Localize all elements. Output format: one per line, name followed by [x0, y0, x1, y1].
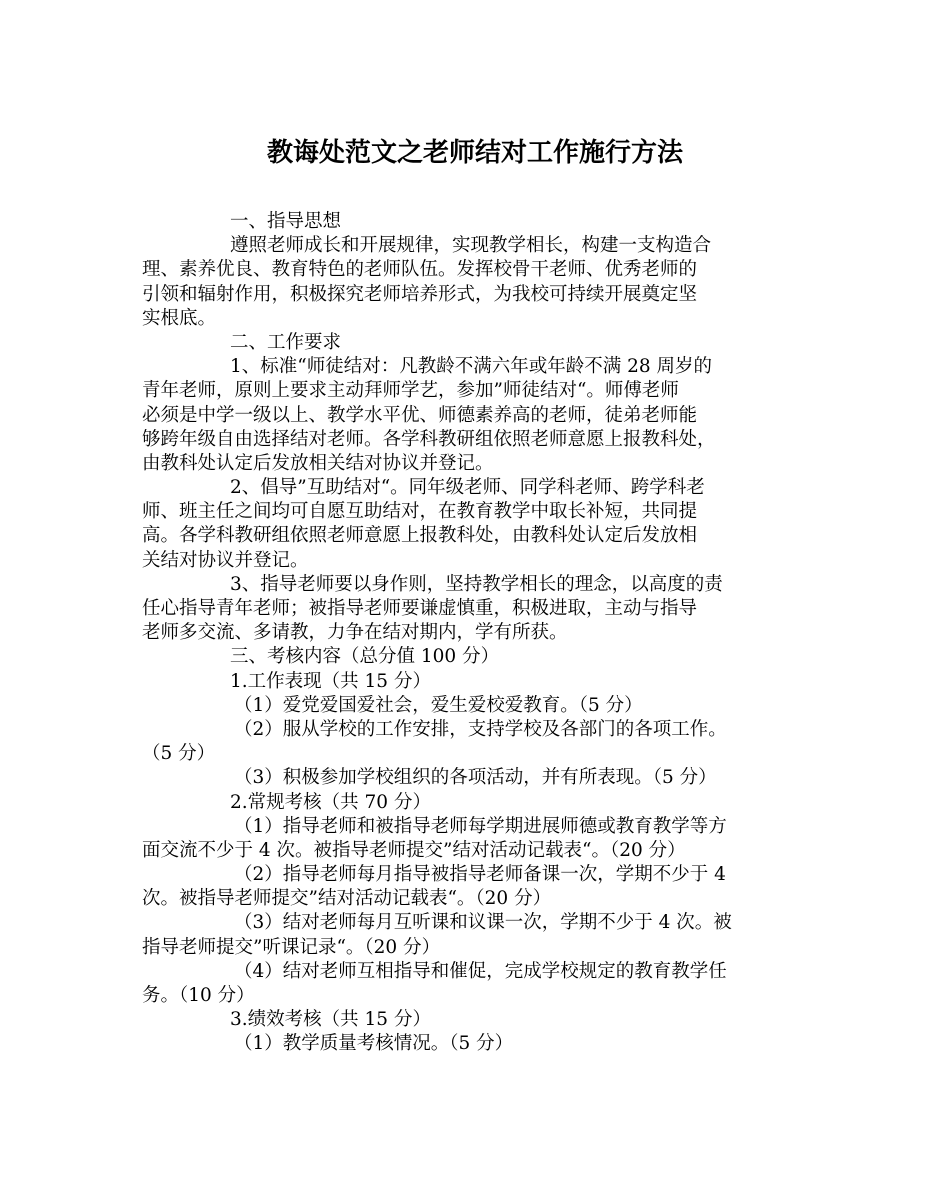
- list-item: （1）爱党爱国爱社会，爱生爱校爱教育。（5 分）: [234, 694, 643, 716]
- list-item-continuation: 面交流不少于 4 次。被指导老师提交”结对活动记载表“。（20 分）: [142, 839, 686, 861]
- paragraph-line: 2、倡导”互助结对“。同年级老师、同学科老师、跨学科老: [230, 477, 705, 499]
- section-heading-work-requirements: 二、工作要求: [230, 331, 342, 353]
- paragraph-line: 任心指导青年老师；被指导老师要谦虚慎重，积极进取，主动与指导: [142, 598, 698, 619]
- list-item: （1）教学质量考核情况。（5 分）: [234, 1033, 514, 1055]
- paragraph-line: 引领和辐射作用，积极探究老师培养形式，为我校可持续开展奠定坚: [142, 283, 698, 305]
- document-body: [142, 210, 827, 1057]
- paragraph-line: 高。各学科教研组依照老师意愿上报教科处，由教科处认定后发放相: [142, 525, 698, 547]
- paragraph-line: 关结对协议并登记。: [142, 549, 309, 571]
- list-item-continuation: 务。（10 分）: [142, 985, 255, 1006]
- section-heading-assessment: 三、考核内容（总分值 100 分）: [230, 646, 500, 668]
- list-item: （3）结对老师每月互听课和议课一次，学期不少于 4 次。被: [234, 912, 732, 934]
- paragraph-line: 由教科处认定后发放相关结对协议并登记。: [142, 452, 494, 474]
- document-title: 教诲处范文之老师结对工作施行方法: [266, 138, 683, 168]
- paragraph-line: 青年老师，原则上要求主动拜师学艺，参加”师徒结对“。师傅老师: [142, 380, 679, 402]
- subsection-heading-routine-assessment: 2.常规考核（共 70 分）: [230, 791, 431, 813]
- list-item-continuation: （5 分）: [142, 743, 216, 765]
- list-item-continuation: 指导老师提交”听课记录“。（20 分）: [142, 936, 441, 958]
- paragraph-line: 遵照老师成长和开展规律，实现教学相长，构建一支构造合: [230, 235, 712, 257]
- list-item: （4）结对老师互相指导和催促，完成学校规定的教育教学任: [234, 960, 727, 982]
- list-item: （3）积极参加学校组织的各项活动，并有所表现。（5 分）: [234, 767, 717, 789]
- paragraph-line: 3、指导老师要以身作则，坚持教学相长的理念，以高度的责: [230, 573, 723, 595]
- paragraph-line: 实根底。: [142, 307, 217, 329]
- list-item: （2）指导老师每月指导被指导老师备课一次，学期不少于 4: [234, 864, 726, 886]
- paragraph-line: 够跨年级自由选择结对老师。各学科教研组依照老师意愿上报教科处，: [142, 428, 716, 450]
- section-heading-guiding-ideology: 一、指导思想: [230, 211, 342, 232]
- subsection-heading-work-performance: 1.工作表现（共 15 分）: [230, 670, 431, 692]
- list-item: （2）服从学校的工作安排，支持学校及各部门的各项工作。: [234, 718, 727, 740]
- paragraph-line: 师、班主任之间均可自愿互助结对，在教育教学中取长补短，共同提: [142, 501, 698, 523]
- paragraph-line: 理、素养优良、教育特色的老师队伍。发挥校骨干老师、优秀老师的: [142, 259, 698, 281]
- subsection-heading-performance-assessment: 3.绩效考核（共 15 分）: [230, 1009, 431, 1031]
- paragraph-line: 必须是中学一级以上、教学水平优、师德素养高的老师，徒弟老师能: [142, 404, 698, 426]
- list-item: （1）指导老师和被指导老师每学期进展师德或教育教学等方: [234, 815, 727, 837]
- paragraph-line: 老师多交流、多请教，力争在结对期内，学有所获。: [142, 622, 568, 644]
- paragraph-line: 1、标准“师徒结对：凡教龄不满六年或年龄不满 28 周岁的: [230, 356, 713, 378]
- list-item-continuation: 次。被指导老师提交”结对活动记载表“。（20 分）: [142, 888, 552, 910]
